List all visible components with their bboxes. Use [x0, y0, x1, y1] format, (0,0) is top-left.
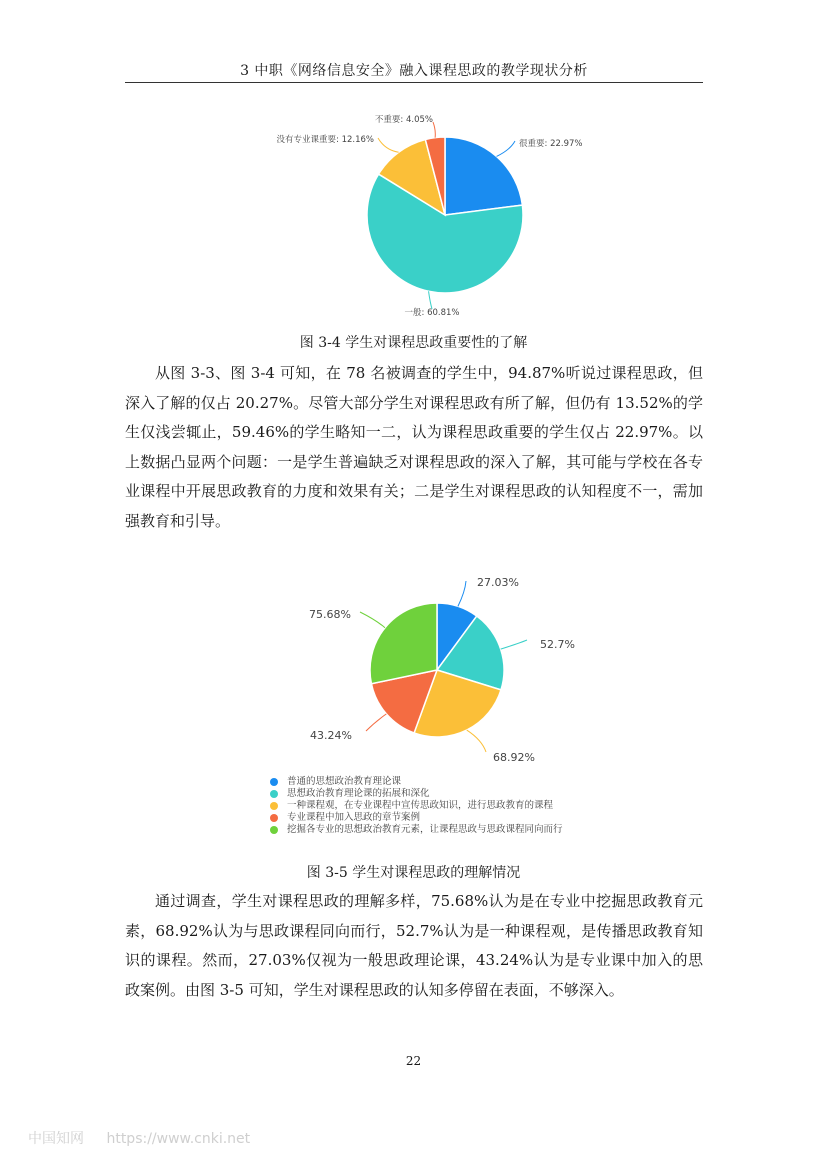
- page-number: 22: [405, 1054, 422, 1068]
- paragraph-1: 从图 3-3、图 3-4 可知，在 78 名被调查的学生中，94.87%听说过课程思政，但深入了解的仅占 20.27%。尽管大部分学生对课程思政有所了解，但仍有 13.52%的学生仅浅尝辄止，59.46%的学生略知一二，认为课程思政重要的学生仅占 22.97%。以上数据凸显两个问题：一是学生普遍缺乏对课程思政的深入了解，其可能与学校在各专业课程中开展思政教育的力度和效果有关；二是学生对课程思政的认知程度不一，需加强教育和引导。: [125, 364, 703, 530]
- figure-3-5-caption: 图 3-5 学生对课程思政的理解情况: [306, 865, 521, 881]
- legend-dot: [270, 802, 278, 810]
- slice-label: 不重要: 4.05%: [374, 115, 433, 125]
- slice-label: 27.03%: [477, 576, 519, 589]
- slice-label: 52.7%: [540, 638, 575, 651]
- legend-item: [270, 812, 690, 824]
- legend-dot: [270, 814, 278, 822]
- legend-label: 普通的思想政治教育理论课: [287, 776, 402, 787]
- watermark-logo-text: 中国知网: [28, 1131, 84, 1147]
- slice-label: 一般: 60.81%: [404, 308, 460, 318]
- legend-label: 一种课程观，在专业课程中宣传思政知识，进行思政教育的课程: [287, 800, 554, 811]
- legend-label: 挖掘各专业的思想政治教育元素，让课程思政与思政课程同向而行: [287, 824, 563, 835]
- figure-3-4-caption: 图 3-4 学生对课程思政重要性的了解: [299, 335, 528, 351]
- legend-item: [270, 824, 690, 836]
- slice-label: 很重要: 22.97%: [519, 139, 583, 149]
- slice-label: 43.24%: [310, 729, 352, 742]
- running-header: 3 中职《网络信息安全》融入课程思政的教学现状分析: [240, 63, 588, 79]
- legend-item: [270, 800, 690, 812]
- legend-label: 思想政治教育理论课的拓展和深化: [287, 788, 430, 799]
- leader-line: [360, 612, 385, 628]
- legend-item: [270, 788, 690, 800]
- slice-label: 68.92%: [493, 751, 535, 764]
- legend-dot: [270, 790, 278, 798]
- slice-label: 75.68%: [309, 608, 351, 621]
- legend-dot: [270, 826, 278, 834]
- legend-dot: [270, 778, 278, 786]
- watermark-url: https://www.cnki.net: [106, 1131, 251, 1147]
- leader-line: [458, 581, 466, 606]
- pie-slice: [370, 603, 437, 684]
- chart-legend: [270, 776, 690, 836]
- leader-line: [467, 730, 486, 752]
- slice-label: 没有专业课重要: 12.16%: [276, 135, 374, 145]
- legend-item: [270, 776, 690, 788]
- paragraph-2: 通过调查，学生对课程思政的理解多样，75.68%认为是在专业中挖掘思政教育元素，68.92%认为与思政课程同向而行，52.7%认为是一种课程观，是传播思政教育知识的课程。然而，27.03%仅视为一般思政理论课，43.24%认为是专业课中加入的思政案例。由图 3-5 可知，学生对课程思政的认知多停留在表面，不够深入。: [125, 892, 703, 999]
- leader-line: [501, 640, 527, 649]
- leader-line: [366, 714, 386, 731]
- watermark: [28, 1128, 268, 1148]
- legend-label: 专业课程中加入思政的章节案例: [287, 812, 421, 823]
